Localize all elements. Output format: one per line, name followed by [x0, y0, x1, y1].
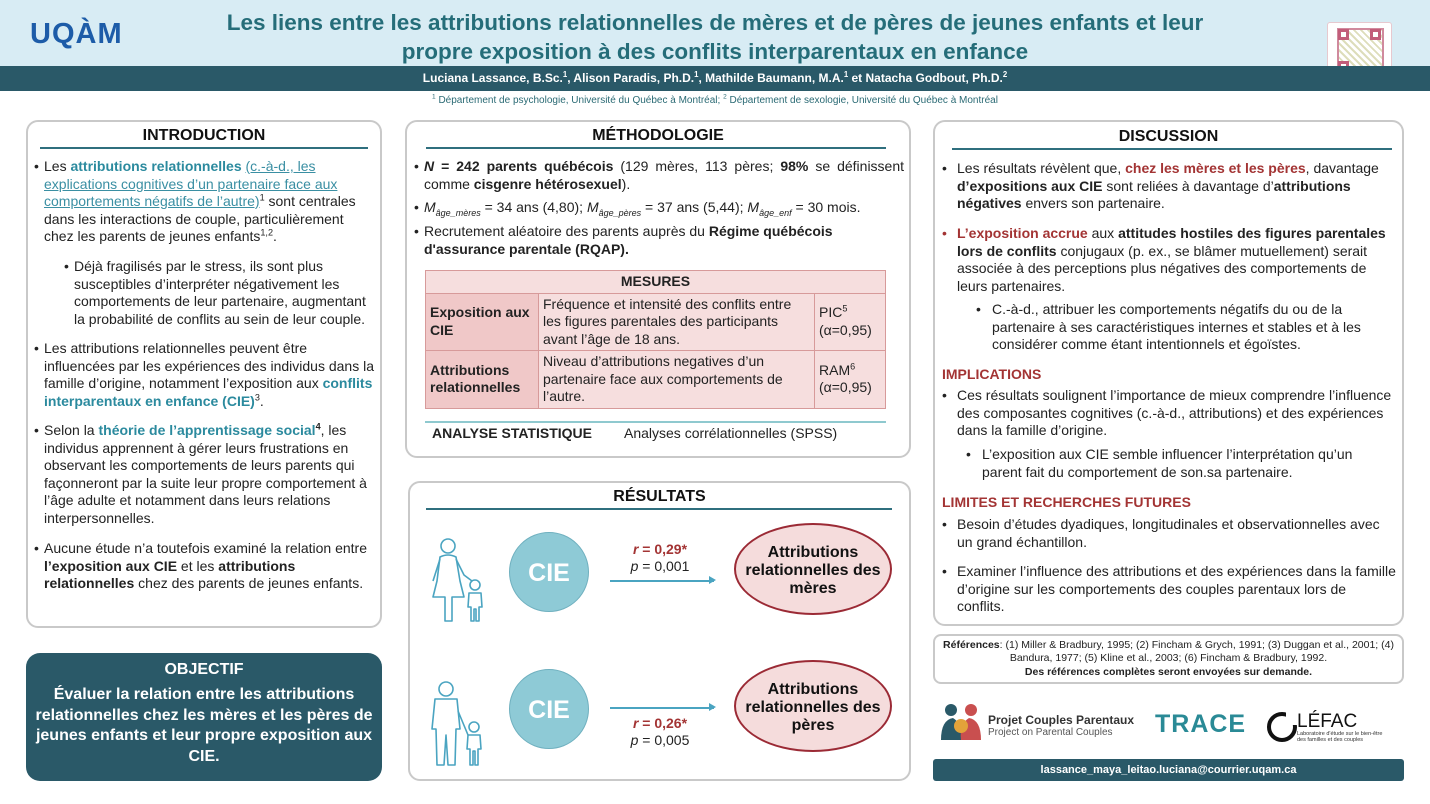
discussion-bullet-2: • L’exposition accrue aux attitudes hostiles des figures parentales lors de conflits conjugaux (p. ex., se blâmer mutuellement) serait associée à des perceptions plus négatives des comportements de leurs partenaires. — [942, 225, 1386, 294]
correlation-stats: r = 0,26* p = 0,005 — [630, 715, 690, 748]
trace-logo: TRACE — [1155, 710, 1247, 738]
contact-email[interactable]: lassance_maya_leitao.luciana@courrier.uqam.ca — [933, 759, 1404, 781]
analysis-value: Analyses corrélationnelles (SPSS) — [624, 425, 838, 441]
affiliations: $^1$ Département de psychologie, Université du Québec à Montréal; $^2$ Département de sexologie, Université du Québec à Montréal — [432, 93, 998, 106]
results-heading: RÉSULTATS — [613, 488, 706, 505]
objective-text: Évaluer la relation entre les attributions relationnelles chez les mères et les pères de jeunes enfants et leur propre exposition aux CIE. — [35, 686, 373, 765]
author: Alison Paradis, Ph.D.$^1$, — [573, 70, 706, 85]
father-child-icon — [428, 681, 494, 767]
author: Luciana Lassance, B.Sc.$^1$, — [422, 70, 574, 85]
heading-rule — [426, 147, 886, 149]
method-bullet-3: • Recrutement aléatoire des parents auprès du Régime québécois d'assurance parentale (RQAP). — [414, 223, 833, 257]
correlation-stats: r = 0,29* p = 0,001 — [630, 541, 690, 574]
limits-heading: LIMITES ET RECHERCHES FUTURES — [942, 494, 1191, 510]
references-box: Références: (1) Miller & Bradbury, 1995; (2) Fincham & Grych, 1991; (3) Duggan et al., 2001; (4) Bandura, 1977; (5) Kline et al., 2003; (6) Fincham & Bradbury, 1992. Des références complètes seront envoyées sur demande. — [933, 634, 1404, 684]
table-heading: MESURES — [426, 271, 886, 294]
intro-bullet-3: • Selon la théorie de l’apprentissage social$^4$, les individus apprennent à gérer leurs frustrations en observant les comportements de leurs parents qui façonneront par la suite leur propre comportement à l’âge adulte et notamment dans leurs relations interpersonnelles. — [34, 421, 367, 526]
method-bullet-2: • $M_{âge\_mères} = 34$ ans (4,80); $M_{âge\_pères} = 37$ ans (5,44); $M_{âge\_enf} = 30$ mois. — [414, 199, 861, 218]
lefac-logo-icon — [1266, 711, 1298, 743]
mother-child-icon — [428, 537, 494, 623]
predictor-circle: CIE — [509, 532, 589, 612]
pcp-subtitle: Project on Parental Couples — [988, 727, 1113, 738]
intro-bullet-1: • Les attributions relationnelles (c.-à-d., les explications cognitives d’un partenaire face aux comportements négatifs de l’autre)$^1$ sont centrales dans les interactions de couple, particulièrement chez les parents de jeunes enfants$^{1,2}$. — [34, 158, 356, 244]
pcp-logo-icon — [937, 700, 985, 742]
intro-subbullet: • Déjà fragilisés par le stress, ils sont plus susceptibles d’interpréter négativement les comportements de leur partenaire, augmentant la probabilité de conflits au sein de leur couple. — [64, 258, 366, 327]
poster-title — [150, 8, 1280, 66]
lefac-subtitle: Laboratoire d'étude sur le bien-être des familles et des couples — [1297, 731, 1383, 743]
intro-bullet-4: • Aucune étude n’a toutefois examiné la relation entre l’exposition aux CIE et les attributions relationnelles chez des parents de jeunes enfants. — [34, 540, 367, 591]
predictor-circle: CIE — [509, 669, 589, 749]
pcp-name: Projet Couples Parentaux — [988, 713, 1135, 727]
implications-bullet: • Ces résultats soulignent l’importance de mieux comprendre l’influence des composantes cognitives (c.-à-d., attributions) et des expériences dans la famille d’origine. — [942, 387, 1392, 438]
table-row: Exposition aux CIE Fréquence et intensité des conflits entre les figures parentales des participants avant l’âge de 18 ans. PIC$^5$ (α=0,95) — [426, 293, 886, 351]
implications-heading: IMPLICATIONS — [942, 366, 1042, 382]
qr-eye-icon — [1338, 29, 1349, 40]
arrow-icon — [610, 580, 714, 582]
heading-rule — [952, 148, 1392, 150]
analysis-label: ANALYSE STATISTIQUE — [432, 425, 592, 441]
references-note: Des références complètes seront envoyées sur demande. — [1024, 666, 1313, 678]
limits-bullet-1: • Besoin d’études dyadiques, longitudinales et observationnelles avec un grand échantillon. — [942, 516, 1380, 550]
analysis-rule — [425, 421, 886, 423]
uqam-logo: UQÀM — [30, 18, 123, 50]
arrow-icon — [610, 707, 714, 709]
author: Mathilde Baumann, M.A.$^1$ et — [705, 70, 866, 85]
definition-link[interactable]: (c.-à-d., les explications cognitives d’un partenaire face aux comportements négatifs de l’autre) — [44, 158, 338, 209]
heading-rule — [40, 147, 368, 149]
limits-bullet-2: • Examiner l’influence des attributions et des expériences dans la famille d’origine sur les comportements des couples parentaux lors de conflits. — [942, 563, 1396, 614]
author-bar — [0, 66, 1430, 91]
title-line-1: Les liens entre les attributions relationnelles de mères et de pères de jeunes enfants et leur — [226, 10, 1204, 35]
discussion-subbullet: • C.-à-d., attribuer les comportements négatifs du ou de la partenaire à ses caractéristiques internes et stables et à les considérer comme étant intentionnels et égoïstes. — [976, 301, 1361, 352]
heading-rule — [426, 508, 892, 510]
objective-heading: OBJECTIF — [164, 661, 244, 678]
measures-table — [425, 270, 886, 409]
author: Natacha Godbout, Ph.D.$^2$ — [865, 70, 1008, 85]
introduction-heading: INTRODUCTION — [142, 127, 266, 144]
discussion-bullet-1: • Les résultats révèlent que, chez les mères et les pères, davantage d’expositions aux CIE sont reliées à davantage d’attributions négatives envers son partenaire. — [942, 160, 1379, 211]
lefac-logo: LÉFAC — [1297, 711, 1358, 732]
title-line-2: propre exposition à des conflits interparentaux en enfance — [401, 39, 1029, 64]
table-row: Attributions relationnelles Niveau d’attributions negatives d’un partenaire face aux comportements de l’autre. RAM$^6$ (α=0,95) — [426, 351, 886, 409]
methodology-heading: MÉTHODOLOGIE — [592, 127, 724, 144]
method-bullet-1: • N = 242 parents québécois (129 mères, 113 pères; 98% se définissent comme cisgenre hétérosexuel). — [414, 158, 905, 192]
objective-box — [26, 653, 382, 781]
intro-bullet-2: • Les attributions relationnelles peuvent être influencées par les expériences des individus dans la famille d’origine, notamment l’exposition aux conflits interparentaux en enfance (CIE)$^3$. — [34, 340, 374, 409]
implications-subbullet: • L’exposition aux CIE semble influencer l’interprétation qu’un parent fait du comportement de son.sa partenaire. — [966, 446, 1353, 480]
outcome-oval: Attributions relationnelles des mères — [734, 523, 892, 615]
qr-eye-icon — [1370, 29, 1381, 40]
outcome-oval: Attributions relationnelles des pères — [734, 660, 892, 752]
discussion-heading: DISCUSSION — [1118, 128, 1219, 145]
